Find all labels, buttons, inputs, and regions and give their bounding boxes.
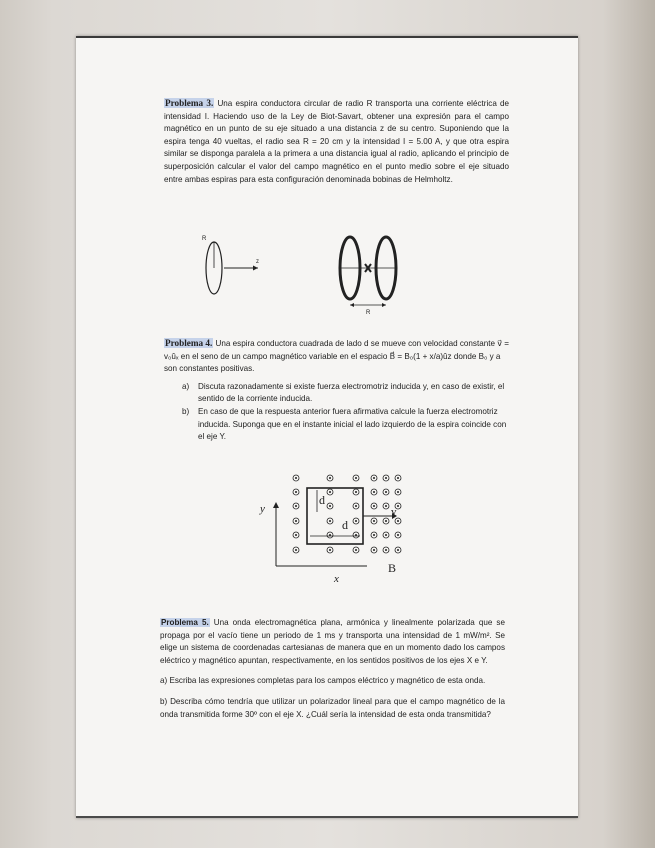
problem-3-text bbox=[164, 97, 509, 186]
field-symbol-dot bbox=[355, 477, 357, 479]
radius-label-left: R bbox=[202, 236, 207, 242]
field-symbol-dot bbox=[329, 505, 331, 507]
side-length-label-top: d bbox=[319, 493, 325, 507]
field-symbol-dot bbox=[295, 534, 297, 536]
field-symbol-dot bbox=[329, 491, 331, 493]
problem-5-intro bbox=[160, 617, 505, 667]
field-symbol-dot bbox=[373, 520, 375, 522]
square-loop bbox=[307, 488, 363, 544]
side-length-label-mid: d bbox=[342, 518, 348, 532]
z-label: z bbox=[256, 259, 259, 265]
problem-4-item-b bbox=[164, 406, 509, 444]
field-symbol-dot bbox=[397, 505, 399, 507]
field-symbol-dot bbox=[397, 534, 399, 536]
x-axis-label: x bbox=[334, 573, 339, 585]
separation-arrowhead-left bbox=[350, 303, 354, 307]
field-symbol-dot bbox=[373, 477, 375, 479]
problem-4-label: Problema 4. bbox=[165, 338, 213, 348]
helmholtz-figure bbox=[190, 225, 420, 315]
field-symbol-dot bbox=[397, 520, 399, 522]
field-symbol-dot bbox=[355, 505, 357, 507]
problem-4-item-a bbox=[164, 381, 509, 406]
field-symbol-dot bbox=[295, 520, 297, 522]
field-symbol-dot bbox=[355, 549, 357, 551]
item-key: a) bbox=[182, 381, 190, 391]
field-symbol-dot bbox=[329, 477, 331, 479]
field-dots-out-of-page bbox=[293, 475, 401, 553]
problem-3-label: Problema 3. bbox=[165, 98, 214, 108]
problem-3-statement: Una espira conductora circular de radio R transporta una corriente eléctrica de intensidad I. Haciendo uso de la Ley de Biot-Savart, obtener una expresión para el campo magnético en un punto de su eje situado a una distancia z de su centro. Suponiendo que la espira tenga 40 vueltas, el radio sea R = 20 cm y la intensidad I = 5.00 A, y que otra espira similar se disponga paralela a la primera a una distancia igual al radio, aplicando el principio de superposición calcular el valor del campo magnético en el punto medio sobre el eje situado entre ambas espiras para esta configuración denominada bobinas de Helmholtz. bbox=[164, 99, 510, 184]
problem-5 bbox=[160, 617, 505, 721]
y-axis-arrowhead bbox=[273, 502, 279, 508]
field-symbol-dot bbox=[397, 477, 399, 479]
field-symbol-dot bbox=[385, 549, 387, 551]
field-symbol-dot bbox=[355, 520, 357, 522]
field-symbol-dot bbox=[385, 491, 387, 493]
field-symbol-dot bbox=[385, 534, 387, 536]
field-symbol-dot bbox=[373, 534, 375, 536]
z-axis-arrowhead bbox=[253, 266, 258, 271]
field-symbol-dot bbox=[373, 491, 375, 493]
velocity-label: v bbox=[391, 506, 397, 518]
y-axis-label: y bbox=[260, 503, 265, 515]
problem-4-intro bbox=[164, 337, 509, 376]
field-label-B: B bbox=[388, 561, 397, 575]
problem-5-statement: Una onda electromagnética plana, armónica y linealmente polarizada que se propaga por el vacío tiene un periodo de 1 ms y transporta una intensidad de 1 mW/m². Se elige un sistema de coordenadas cartesianas de manera que en un momento dado los campos eléctrico y magnético apuntan, respectivamente, en los sentidos positivos de los ejes X e Y. bbox=[160, 618, 505, 665]
moving-loop-figure bbox=[252, 466, 412, 586]
field-symbol-dot bbox=[355, 491, 357, 493]
field-symbol-dot bbox=[397, 549, 399, 551]
field-symbol-dot bbox=[385, 505, 387, 507]
field-symbol-dot bbox=[373, 549, 375, 551]
field-symbol-dot bbox=[295, 491, 297, 493]
field-symbol-dot bbox=[385, 477, 387, 479]
separation-label: R bbox=[366, 310, 371, 315]
field-symbol-dot bbox=[397, 491, 399, 493]
separation-arrowhead-right bbox=[382, 303, 386, 307]
field-symbol-dot bbox=[329, 520, 331, 522]
field-symbol-dot bbox=[295, 505, 297, 507]
problem-5-item-b: b) Describa cómo tendría que utilizar un polarizador lineal para que el campo magnético de la onda transmitida forme 30º con el eje X. ¿Cuál sería la intensidad de esta onda transmitida? bbox=[160, 696, 505, 719]
item-key: b) bbox=[182, 406, 190, 416]
problem-5-item-a: a) Escriba las expresiones completas para los campos eléctrico y magnético de esta onda. bbox=[160, 676, 486, 686]
item-text: Discuta razonadamente si existe fuerza electromotriz inducida y, en caso de existir, el sentido de la corriente inducida. bbox=[198, 381, 505, 404]
field-symbol-dot bbox=[295, 549, 297, 551]
item-text: En caso de que la respuesta anterior fuera afirmativa calcule la fuerza electromotriz inducida. Suponga que en el instante inicial el lado izquierdo de la espira coincide con el eje Y. bbox=[198, 406, 507, 442]
field-symbol-dot bbox=[373, 505, 375, 507]
problem-4-statement: Una espira conductora cuadrada de lado d se mueve con velocidad constante v⃗ = v₀ûₓ en el seno de un campo magnético variable en el espacio B⃗ = B₀(1 + x/a)ûz donde B₀ y a son constantes positivas. bbox=[164, 339, 509, 374]
field-symbol-dot bbox=[329, 549, 331, 551]
problem-3 bbox=[164, 97, 509, 186]
field-symbol-dot bbox=[295, 477, 297, 479]
problem-4 bbox=[164, 337, 509, 444]
problem-5-label: Problema 5. bbox=[161, 618, 209, 627]
field-symbol-dot bbox=[385, 520, 387, 522]
